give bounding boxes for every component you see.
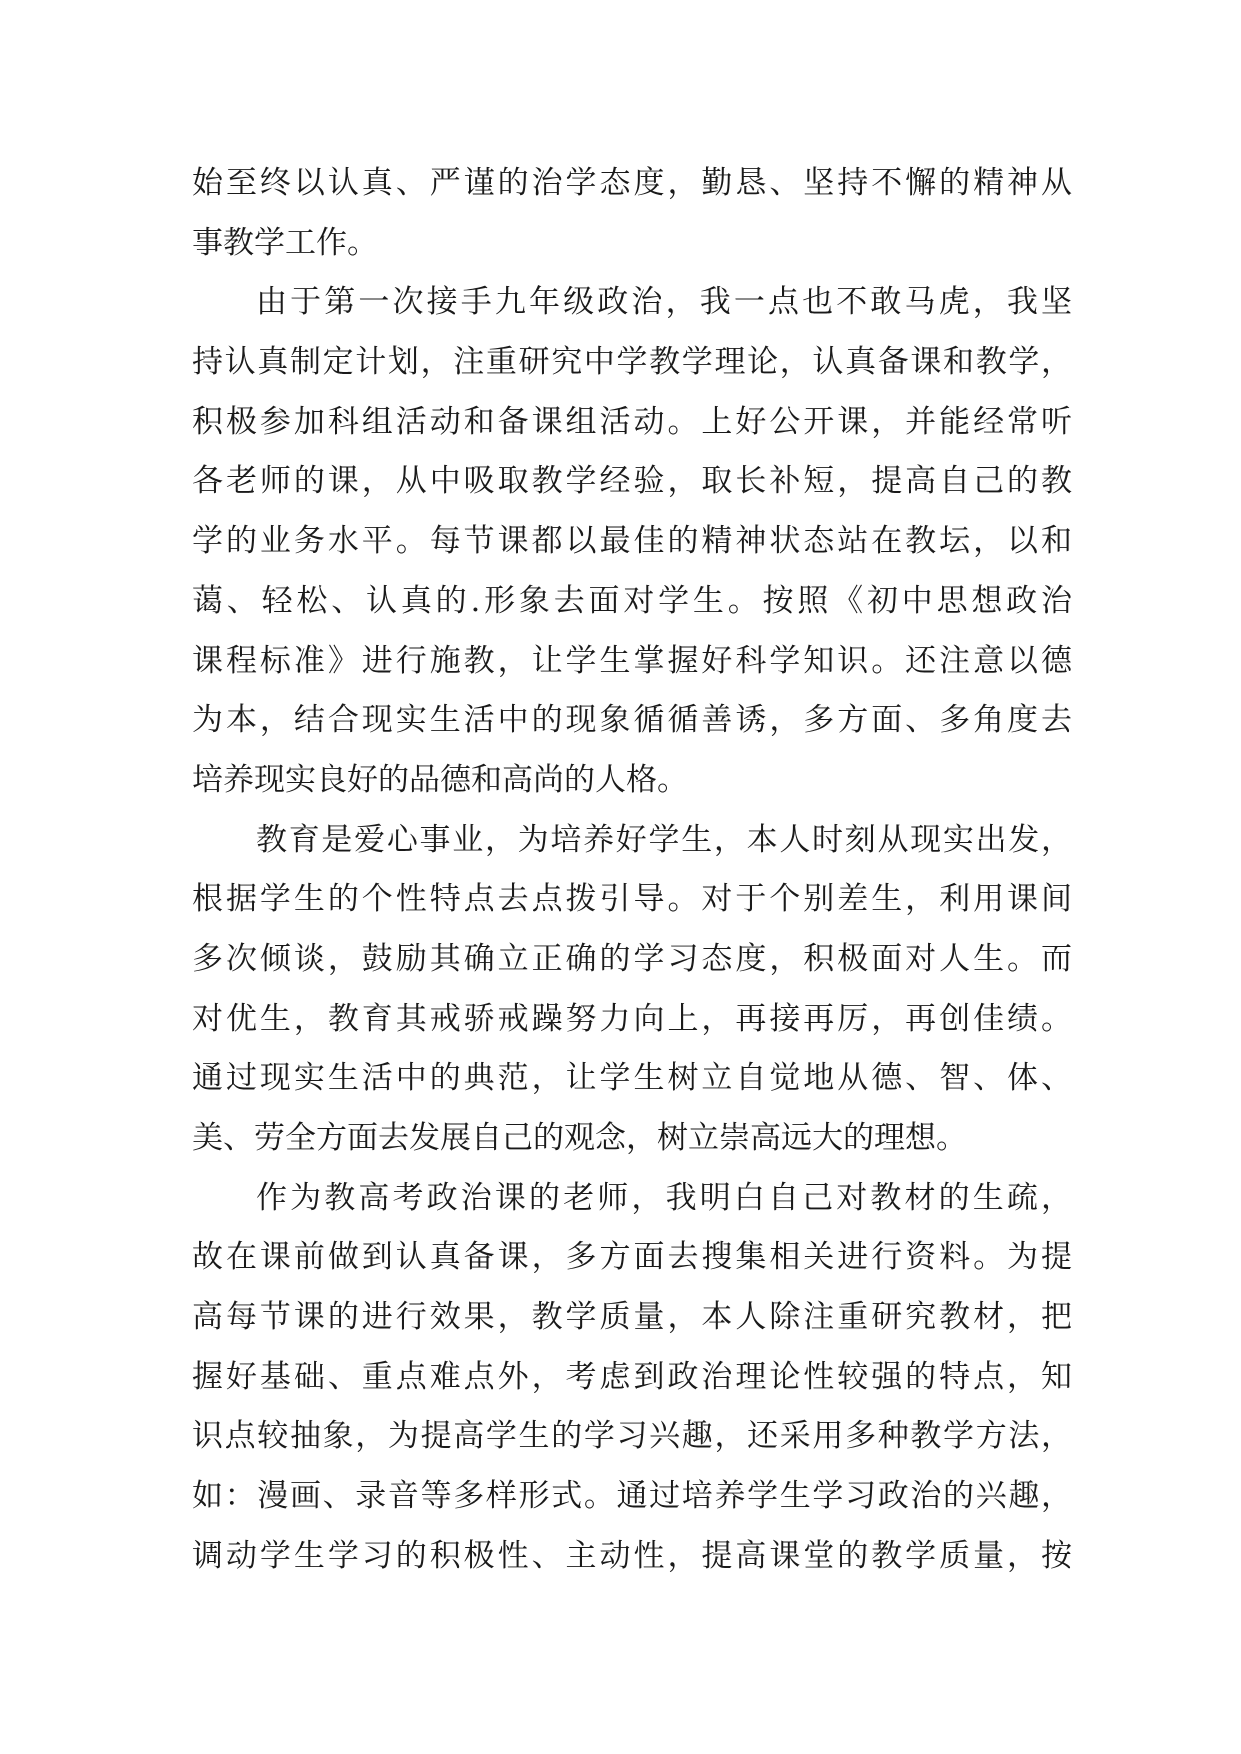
text-line: 多次倾谈，鼓励其确立正确的学习态度，积极面对人生。而 [192, 940, 1072, 977]
text-line: 识点较抽象，为提高学生的学习兴趣，还采用多种教学方法， [192, 1418, 1072, 1455]
text-line: 握好基础、重点难点外，考虑到政治理论性较强的特点，知 [192, 1358, 1072, 1395]
text-line: 通过现实生活中的典范，让学生树立自觉地从德、智、体、 [192, 1060, 1072, 1097]
text-line: 高每节课的进行效果，教学质量，本人除注重研究教材，把 [192, 1299, 1072, 1336]
text-line: 培养现实良好的品德和高尚的人格。 [192, 761, 688, 798]
paragraph-first-line: 由于第一次接手九年级政治，我一点也不敢马虎，我坚 [256, 284, 1072, 321]
text-line: 始至终以认真、严谨的治学态度，勤恳、坚持不懈的精神从 [192, 165, 1072, 201]
text-line: 美、劳全方面去发展自己的观念，树立崇高远大的理想。 [192, 1120, 967, 1156]
text-line: 调动学生学习的积极性、主动性，提高课堂的教学质量，按 [192, 1537, 1072, 1574]
paragraph-first-line: 作为教高考政治课的老师，我明白自己对教材的生疏， [256, 1179, 1072, 1216]
text-line: 为本，结合现实生活中的现象循循善诱，多方面、多角度去 [192, 702, 1072, 739]
text-line: 各老师的课，从中吸取教学经验，取长补短，提高自己的教 [192, 463, 1072, 500]
text-line: 故在课前做到认真备课，多方面去搜集相关进行资料。为提 [192, 1239, 1072, 1276]
paragraph-first-line: 教育是爱心事业，为培养好学生，本人时刻从现实出发， [256, 821, 1072, 858]
text-line: 积极参加科组活动和备课组活动。上好公开课，并能经常听 [192, 403, 1072, 440]
text-line: 如：漫画、录音等多样形式。通过培养学生学习政治的兴趣， [192, 1478, 1072, 1515]
text-line: 课程标准》进行施教，让学生掌握好科学知识。还注意以德 [192, 642, 1072, 679]
text-line: 根据学生的个性特点去点拨引导。对于个别差生，利用课间 [192, 881, 1072, 918]
text-line: 事教学工作。 [192, 224, 378, 261]
body-text [192, 154, 1072, 1587]
text-line: 持认真制定计划，注重研究中学教学理论，认真备课和教学， [192, 344, 1072, 381]
text-line: 对优生，教育其戒骄戒躁努力向上，再接再厉，再创佳绩。 [192, 1000, 1072, 1037]
text-line: 蔼、轻松、认真的.形象去面对学生。按照《初中思想政治 [192, 582, 1072, 619]
text-line: 学的业务水平。每节课都以最佳的精神状态站在教坛，以和 [192, 523, 1072, 560]
